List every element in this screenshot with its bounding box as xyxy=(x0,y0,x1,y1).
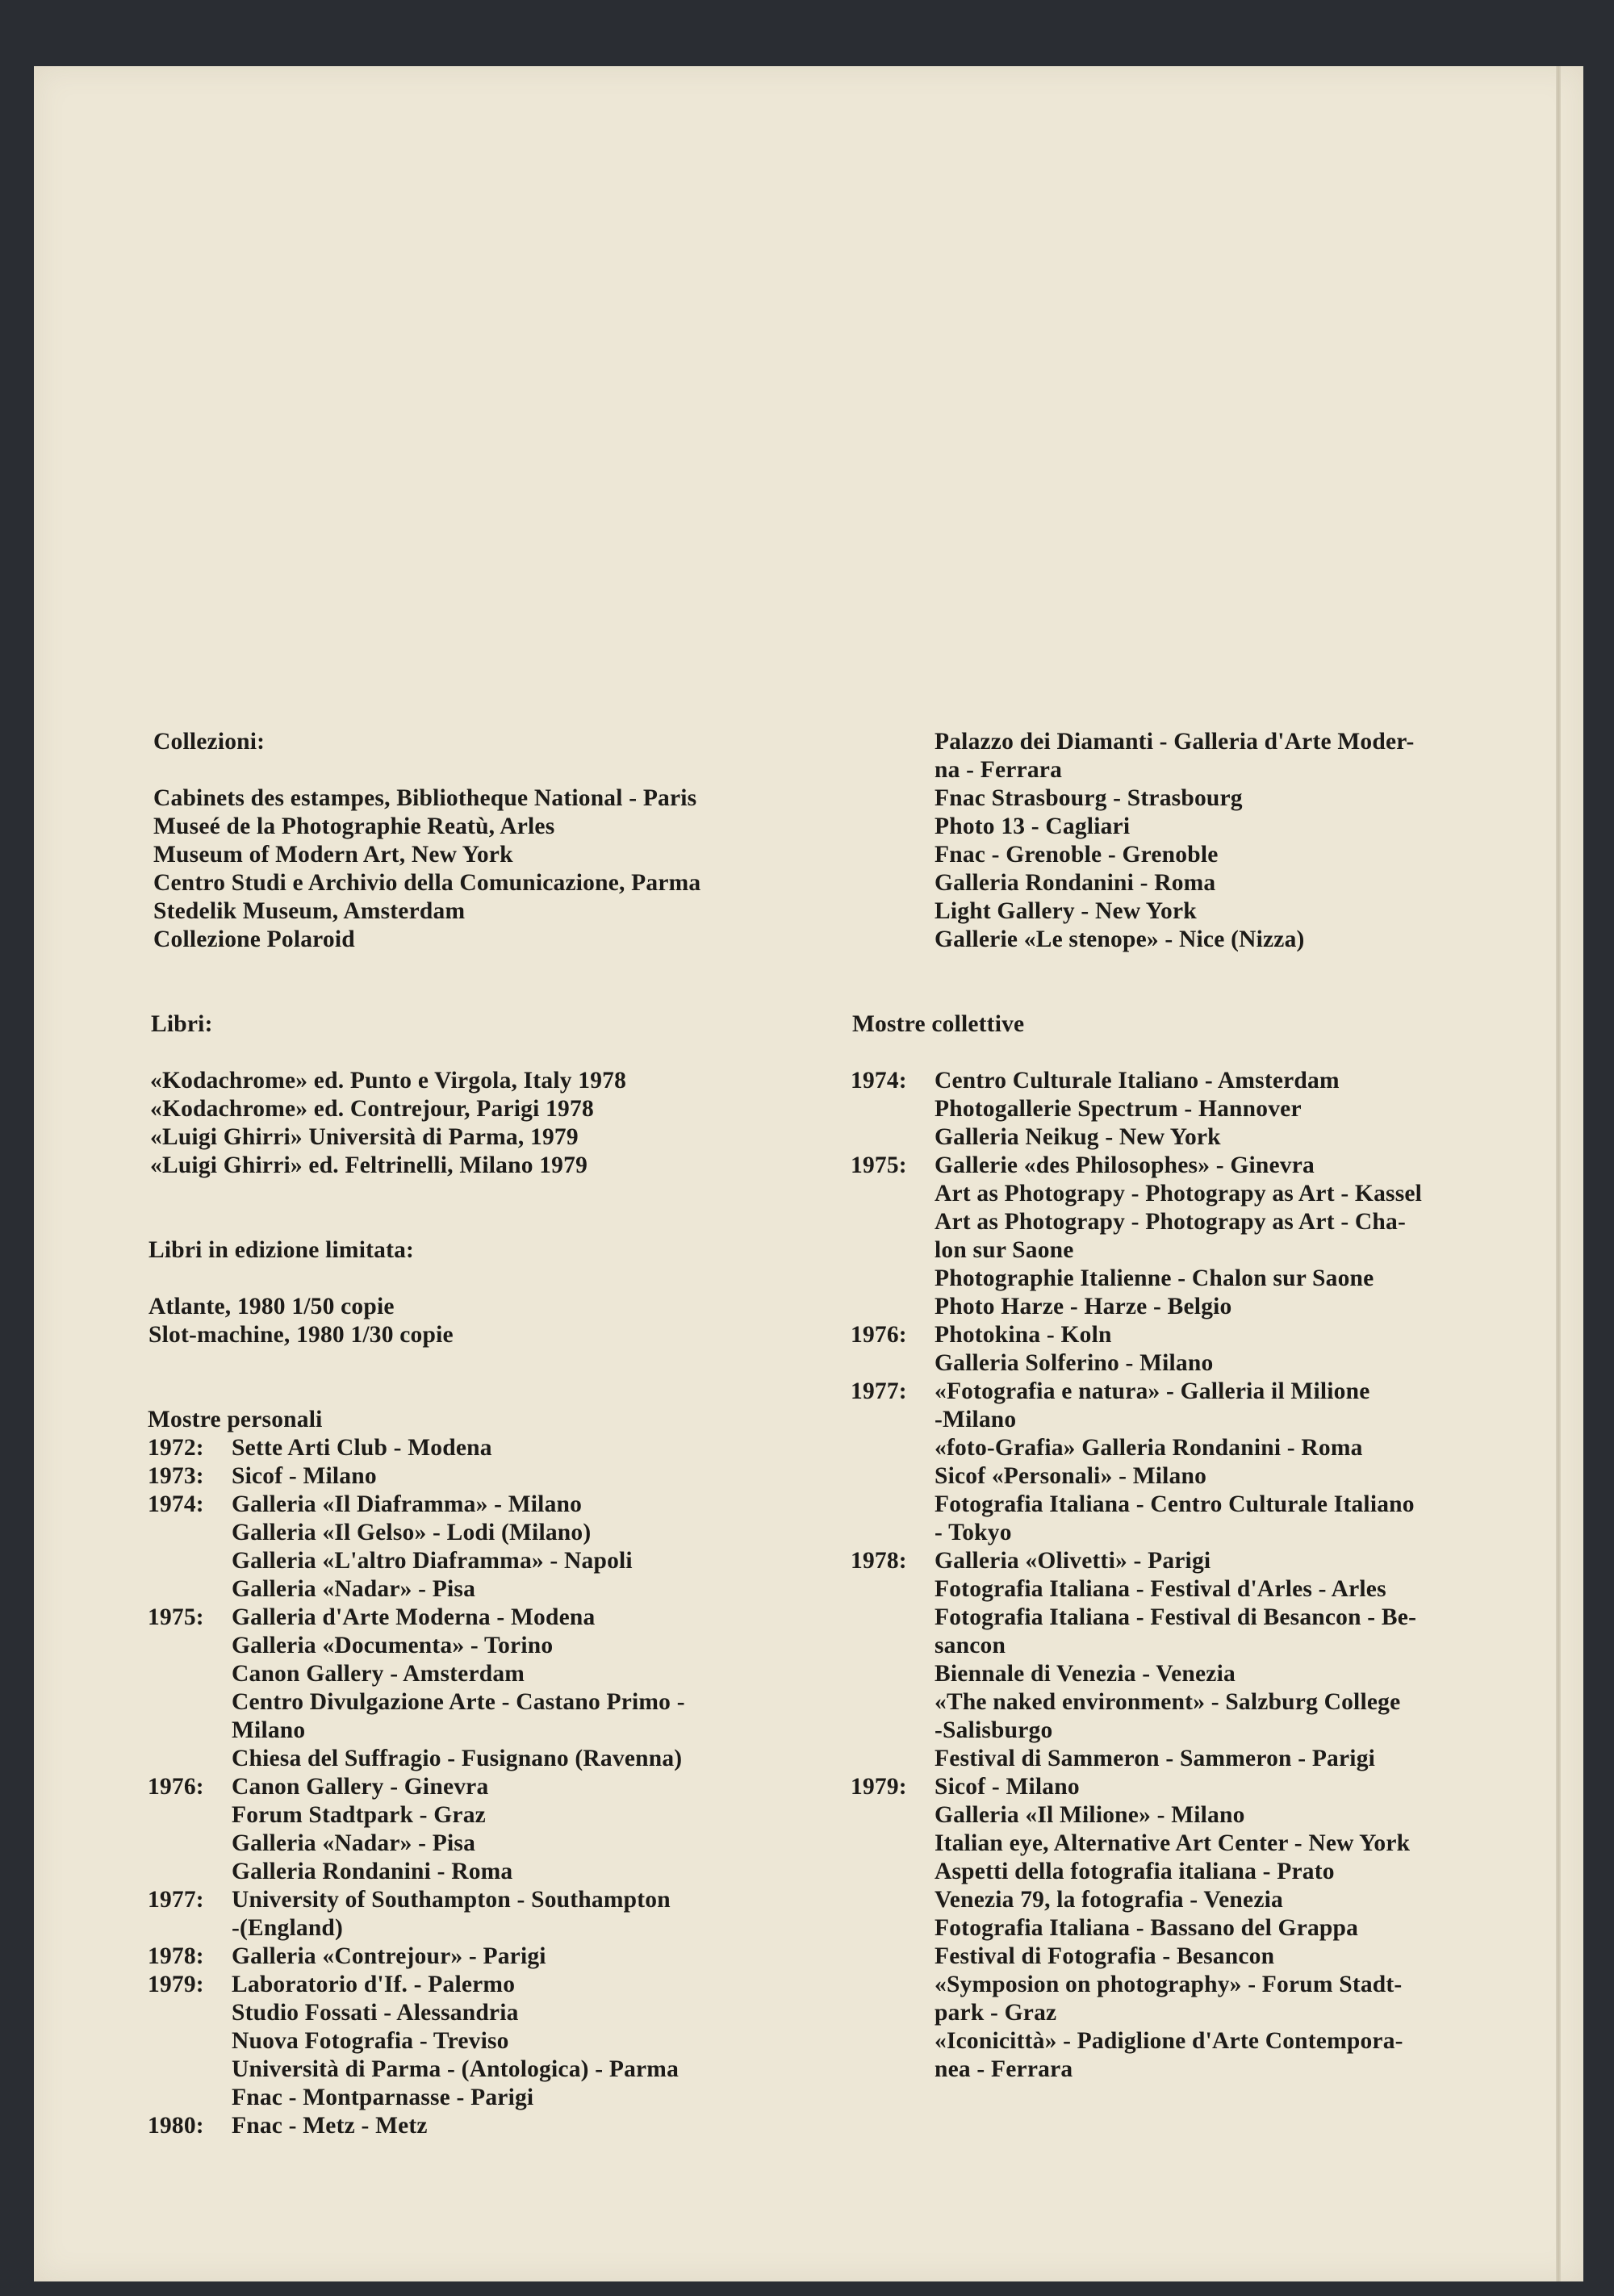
entry-line: - Tokyo xyxy=(935,1520,1012,1545)
exhibition-entry xyxy=(851,1547,1572,1773)
entry-line: Sette Arti Club - Modena xyxy=(232,1435,492,1461)
entry-line: Galleria «Olivetti» - Parigi xyxy=(935,1548,1211,1574)
exhibition-entry xyxy=(148,1604,812,1773)
list-item: «Luigi Ghirri» Università di Parma, 1979 xyxy=(150,1124,579,1150)
libri-list xyxy=(150,1067,812,1180)
entry-year: 1973: xyxy=(148,1463,204,1489)
entry-line: Venezia 79, la fotografia - Venezia xyxy=(935,1887,1283,1913)
entry-line: Galleria Rondanini - Roma xyxy=(232,1859,513,1884)
entry-line: Università di Parma - (Antologica) - Parma xyxy=(232,2056,679,2082)
entry-line: «Fotografia e natura» - Galleria il Milione xyxy=(935,1378,1370,1404)
entry-line: Art as Photograpy - Photograpy as Art - Cha- xyxy=(935,1209,1407,1235)
entry-year: 1974: xyxy=(851,1068,907,1094)
entry-line: Fnac - Metz - Metz xyxy=(232,2113,428,2139)
document-page xyxy=(34,66,1583,2281)
entry-line: Photogallerie Spectrum - Hannover xyxy=(935,1096,1302,1122)
entry-line: Studio Fossati - Alessandria xyxy=(232,2000,519,2026)
list-item: «Kodachrome» ed. Punto e Virgola, Italy 1978 xyxy=(150,1068,627,1094)
list-item: na - Ferrara xyxy=(935,757,1063,783)
entry-line: sancon xyxy=(935,1633,1006,1658)
exhibition-entry xyxy=(148,1943,812,1971)
entry-year: 1978: xyxy=(148,1943,204,1969)
entry-line: Centro Divulgazione Arte - Castano Primo - xyxy=(232,1689,685,1715)
entry-line: Gallerie «des Philosophes» - Ginevra xyxy=(935,1152,1315,1178)
entry-line: -Salisburgo xyxy=(935,1717,1053,1743)
exhibition-entry xyxy=(148,1434,812,1462)
entry-line: Galleria «Documenta» - Torino xyxy=(232,1633,554,1658)
entry-line: Galleria «Il Diaframma» - Milano xyxy=(232,1491,583,1517)
entry-line: -(England) xyxy=(232,1915,344,1941)
list-item: Collezione Polaroid xyxy=(153,926,355,952)
entry-line: -Milano xyxy=(935,1407,1017,1432)
mostre-personali-list xyxy=(148,1434,812,2140)
entry-line: Fnac - Montparnasse - Parigi xyxy=(232,2085,534,2110)
exhibition-entry xyxy=(148,1462,812,1491)
entry-line: Aspetti della fotografia italiana - Prato xyxy=(935,1859,1335,1884)
list-item: «Luigi Ghirri» ed. Feltrinelli, Milano 1979 xyxy=(150,1152,588,1178)
list-item: Atlante, 1980 1/50 copie xyxy=(148,1294,395,1319)
entry-line: lon sur Saone xyxy=(935,1237,1074,1263)
entry-line: Sicof «Personali» - Milano xyxy=(935,1463,1207,1489)
list-item: Cabinets des estampes, Bibliotheque National - Paris xyxy=(153,785,697,811)
entry-year: 1975: xyxy=(148,1604,204,1630)
list-item: Fnac - Grenoble - Grenoble xyxy=(935,842,1219,868)
collezioni-heading: Collezioni: xyxy=(153,729,266,755)
entry-line: Chiesa del Suffragio - Fusignano (Ravenna) xyxy=(232,1746,683,1771)
list-item: Centro Studi e Archivio della Comunicazione, Parma xyxy=(153,870,701,896)
entry-year: 1979: xyxy=(851,1774,907,1800)
list-item: Slot-machine, 1980 1/30 copie xyxy=(148,1322,454,1348)
entry-line: Festival di Sammeron - Sammeron - Parigi xyxy=(935,1746,1376,1771)
exhibition-entry xyxy=(148,1971,812,2112)
entry-line: nea - Ferrara xyxy=(935,2056,1073,2082)
entry-line: Italian eye, Alternative Art Center - New York xyxy=(935,1830,1411,1856)
libri-limitata-heading: Libri in edizione limitata: xyxy=(148,1237,415,1263)
entry-line: Galleria Neikug - New York xyxy=(935,1124,1221,1150)
right-column xyxy=(846,728,1572,2084)
entry-line: University of Southampton - Southampton xyxy=(232,1887,671,1913)
page-fold xyxy=(1556,66,1561,2281)
entry-line: Fotografia Italiana - Centro Culturale Italiano xyxy=(935,1491,1415,1517)
exhibition-entry xyxy=(851,1152,1572,1321)
exhibition-entry xyxy=(148,2112,812,2140)
entry-line: Sicof - Milano xyxy=(232,1463,377,1489)
exhibition-entry xyxy=(148,1491,812,1604)
entry-year: 1976: xyxy=(851,1322,907,1348)
collezioni-list xyxy=(153,784,812,954)
exhibition-entry xyxy=(148,1773,812,1886)
entry-line: Galleria Solferino - Milano xyxy=(935,1350,1214,1376)
entry-line: Galleria «Contrejour» - Parigi xyxy=(232,1943,546,1969)
entry-year: 1974: xyxy=(148,1491,204,1517)
entry-line: Galleria «L'altro Diaframma» - Napoli xyxy=(232,1548,633,1574)
list-item: Fnac Strasbourg - Strasbourg xyxy=(935,785,1243,811)
libri-limitata-list xyxy=(148,1293,812,1349)
entry-line: Centro Culturale Italiano - Amsterdam xyxy=(935,1068,1340,1094)
list-item: Galleria Rondanini - Roma xyxy=(935,870,1216,896)
entry-year: 1976: xyxy=(148,1774,204,1800)
entry-year: 1975: xyxy=(851,1152,907,1178)
entry-line: Fotografia Italiana - Bassano del Grappa xyxy=(935,1915,1359,1941)
list-item: Stedelik Museum, Amsterdam xyxy=(153,898,466,924)
list-item: Museum of Modern Art, New York xyxy=(153,842,513,868)
entry-year: 1972: xyxy=(148,1435,204,1461)
list-item: Photo 13 - Cagliari xyxy=(935,813,1131,839)
entry-line: Sicof - Milano xyxy=(935,1774,1080,1800)
entry-line: Galleria d'Arte Moderna - Modena xyxy=(232,1604,596,1630)
entry-line: Galleria «Nadar» - Pisa xyxy=(232,1576,476,1602)
exhibition-entry xyxy=(851,1321,1572,1378)
entry-year: 1977: xyxy=(851,1378,907,1404)
list-item: Palazzo dei Diamanti - Galleria d'Arte Moder- xyxy=(935,729,1415,755)
entry-line: Photographie Italienne - Chalon sur Saone xyxy=(935,1265,1374,1291)
left-column xyxy=(150,728,812,2140)
entry-line: Galleria «Il Milione» - Milano xyxy=(935,1802,1245,1828)
mostre-personali-heading: Mostre personali xyxy=(148,1407,323,1432)
libri-heading: Libri: xyxy=(151,1011,213,1037)
list-item: «Kodachrome» ed. Contrejour, Parigi 1978 xyxy=(150,1096,594,1122)
entry-line: Canon Gallery - Amsterdam xyxy=(232,1661,525,1687)
entry-line: «foto-Grafia» Galleria Rondanini - Roma xyxy=(935,1435,1363,1461)
entry-line: Biennale di Venezia - Venezia xyxy=(935,1661,1236,1687)
entry-year: 1977: xyxy=(148,1887,204,1913)
entry-line: «Iconicittà» - Padiglione d'Arte Contempora- xyxy=(935,2028,1403,2054)
entry-year: 1978: xyxy=(851,1548,907,1574)
mostre-collettive-heading: Mostre collettive xyxy=(852,1011,1025,1037)
list-item: Museé de la Photographie Reatù, Arles xyxy=(153,813,555,839)
entry-line: «Symposion on photography» - Forum Stadt- xyxy=(935,1972,1403,1997)
entry-line: Laboratorio d'If. - Palermo xyxy=(232,1972,516,1997)
entry-line: Photokina - Koln xyxy=(935,1322,1112,1348)
entry-line: Festival di Fotografia - Besancon xyxy=(935,1943,1275,1969)
entry-year: 1979: xyxy=(148,1972,204,1997)
entry-line: Fotografia Italiana - Festival d'Arles - Arles xyxy=(935,1576,1386,1602)
entry-line: Forum Stadtpark - Graz xyxy=(232,1802,486,1828)
personali-continued-list xyxy=(935,728,1572,954)
entry-line: Milano xyxy=(232,1717,306,1743)
entry-line: Nuova Fotografia - Treviso xyxy=(232,2028,509,2054)
entry-line: park - Graz xyxy=(935,2000,1057,2026)
mostre-collettive-list xyxy=(851,1067,1572,2084)
entry-line: Fotografia Italiana - Festival di Besancon - Be- xyxy=(935,1604,1417,1630)
entry-line: Galleria «Nadar» - Pisa xyxy=(232,1830,476,1856)
entry-year: 1980: xyxy=(148,2113,204,2139)
entry-line: Photo Harze - Harze - Belgio xyxy=(935,1294,1232,1319)
entry-line: Canon Gallery - Ginevra xyxy=(232,1774,489,1800)
exhibition-entry xyxy=(148,1886,812,1943)
entry-line: «The naked environment» - Salzburg College xyxy=(935,1689,1401,1715)
exhibition-entry xyxy=(851,1378,1572,1547)
exhibition-entry xyxy=(851,1067,1572,1152)
entry-line: Art as Photograpy - Photograpy as Art - Kassel xyxy=(935,1181,1423,1207)
list-item: Light Gallery - New York xyxy=(935,898,1197,924)
list-item: Gallerie «Le stenope» - Nice (Nizza) xyxy=(935,926,1305,952)
exhibition-entry xyxy=(851,1773,1572,2084)
entry-line: Galleria «Il Gelso» - Lodi (Milano) xyxy=(232,1520,592,1545)
